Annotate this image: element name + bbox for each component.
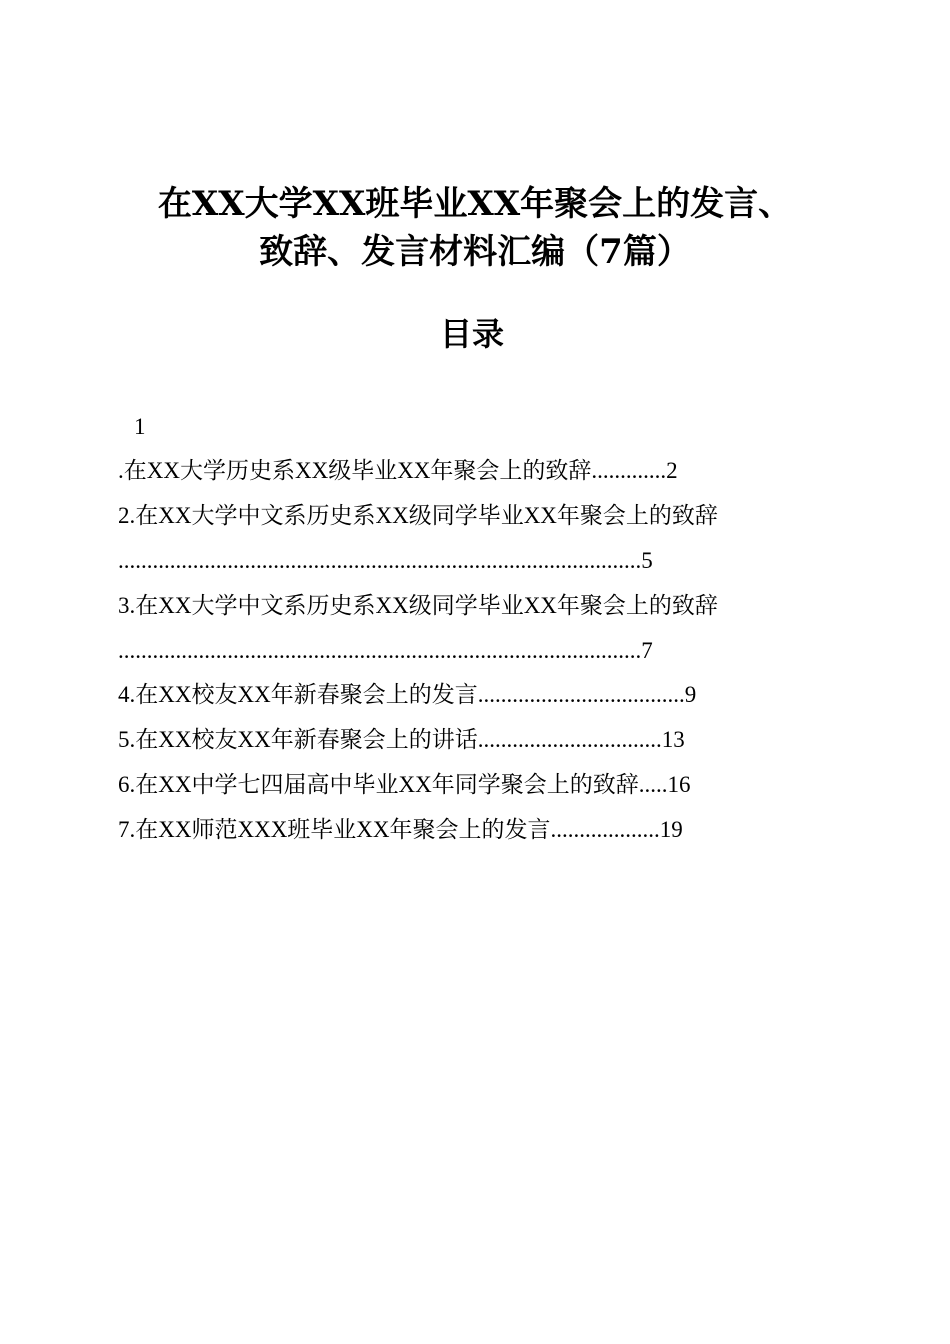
- document-title-line-2: 致辞、发言材料汇编（7篇）: [259, 232, 691, 272]
- toc-entry-2[interactable]: 2.在XX大学中文系历史系XX级同学毕业XX年聚会上的致辞: [118, 503, 718, 528]
- toc-number-line: 1: [134, 414, 146, 439]
- toc-entry-7[interactable]: 7.在XX师范XXX班毕业XX年聚会上的发言...................19: [118, 817, 683, 842]
- document-title-line-1: 在XX大学XX班毕业XX年聚会上的发言、: [157, 184, 793, 224]
- toc-entry-4[interactable]: 4.在XX校友XX年新春聚会上的发言....................................9: [118, 682, 697, 707]
- toc-entry-5[interactable]: 5.在XX校友XX年新春聚会上的讲话................................13: [118, 727, 685, 752]
- toc-entry-2-leader[interactable]: ...........................................................................................5: [118, 548, 653, 573]
- toc-entry-3[interactable]: 3.在XX大学中文系历史系XX级同学毕业XX年聚会上的致辞: [118, 593, 718, 618]
- toc-entry-1[interactable]: .在XX大学历史系XX级毕业XX年聚会上的致辞.............2: [118, 458, 678, 483]
- toc-entry-3-leader[interactable]: ...........................................................................................7: [118, 638, 653, 663]
- toc-heading: 目录: [439, 315, 504, 353]
- toc-entry-6[interactable]: 6.在XX中学七四届高中毕业XX年同学聚会上的致辞.....16: [118, 772, 691, 797]
